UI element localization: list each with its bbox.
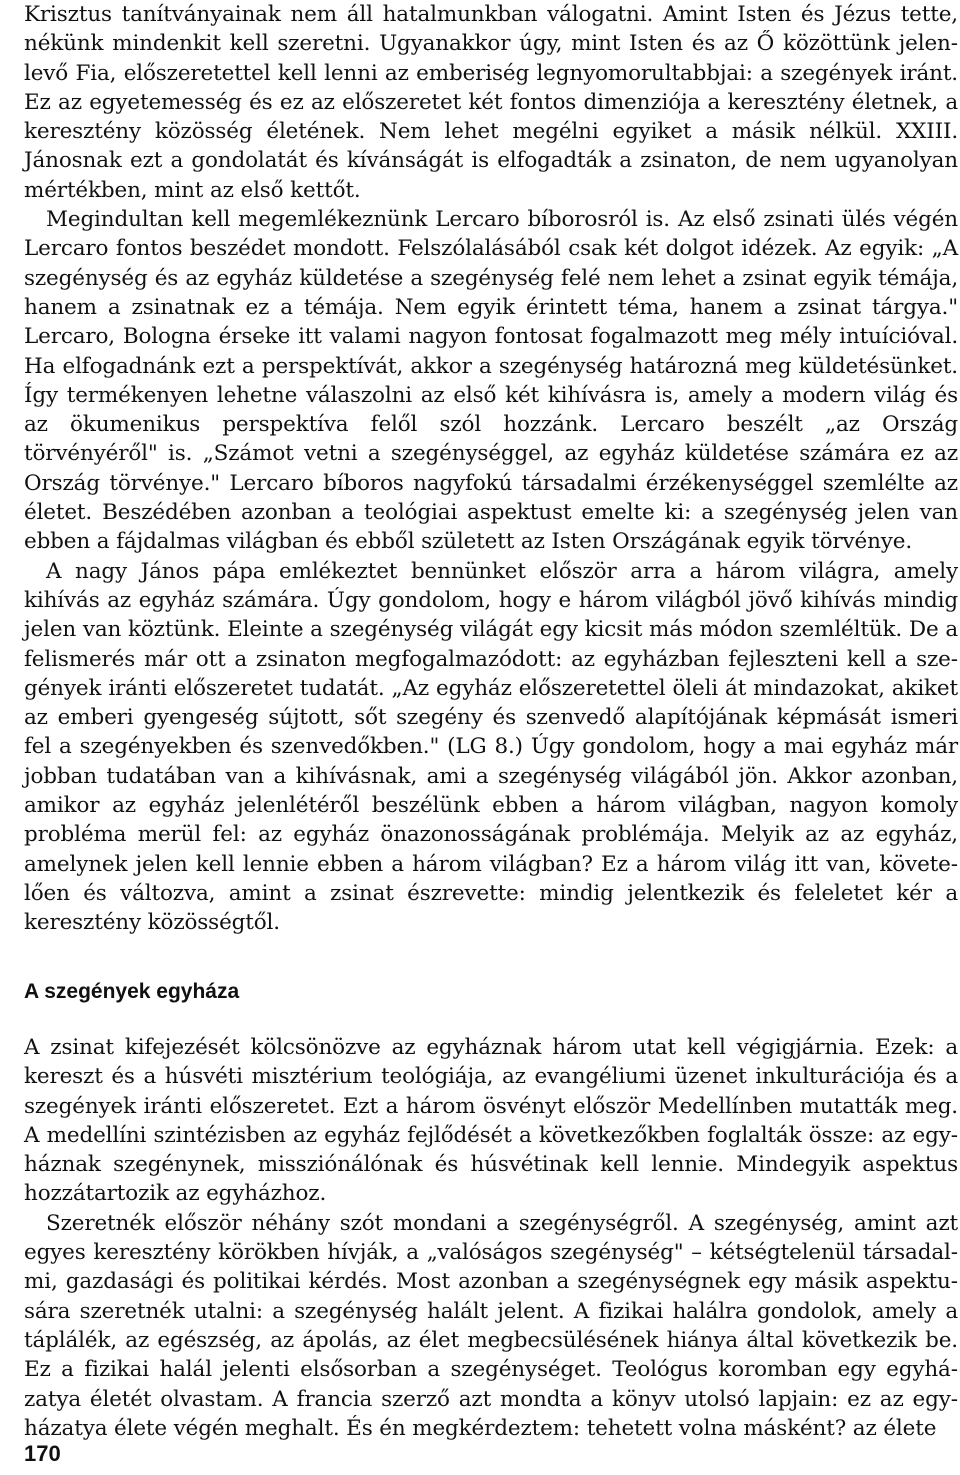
section-heading: A szegények egyháza (24, 980, 240, 1003)
paragraph-1: Krisztus tanítványainak nem áll hatalmunkban válogatni. Amint Isten és Jézus tette, nékünk mindenkit kell szeretni. Ugyanakkor úgy, mint Isten és az Ő közöttünk jelenlevő Fia, előszeretettel kell lenni az emberiség legnyomorultabbjai: a szegények iránt. Ez az egyetemesség és ez az előszeretet két fontos dimenziója a keresztény életnek, a keresztény közösség életének. Nem lehet megélni egyiket a másik nélkül. XXIII. Jánosnak ezt a gondolatát és kívánságát is elfogadták a zsinaton, de nem ugyanolyan mértékben, mint az első kettőt. (24, 2, 958, 203)
page-number: 170 (24, 1441, 61, 1466)
section-body (24, 1033, 958, 1443)
page-body (24, 0, 958, 938)
paragraph-2: Megindultan kell megemlékeznünk Lercaro bíborosról is. Az első zsinati ülés végén Lercaro fontos beszédet mondott. Felszólalásából csak két dolgot idézek. Az egyik: „A szegénység és az egyház küldetése a szegénység felé nem lehet a zsinat egyik témája, hanem a zsinatnak ez a témája. Nem egyik érintett téma, hanem a zsinat tárgya." Lercaro, Bologna érseke itt valami nagyon fontosat fogalmazott meg mély intuícióval. Ha elfogadnánk ezt a perspektívát, akkor a szegénység határozná meg küldetésünket. Így termékenyen lehetne válaszolni az első két kihívásra is, amely a modern világ és az ökumenikus perspektíva felől szól hozzánk. Lercaro beszélt „az Ország törvényéről" is. „Számot vetni a szegénységgel, az egyház küldetése számára ez az Ország törvénye." Lercaro bíboros nagyfokú társadalmi érzékenységgel szemlélte az életet. Beszédében azonban a teológiai aspektust emelte ki: a szegénység jelen van ebben a fájdalmas világban és ebből született az Isten Országának egyik törvénye. (24, 207, 958, 555)
section-paragraph-1: A zsinat kifejezését kölcsönözve az egyháznak három utat kell végigjárnia. Ezek: a kereszt és a húsvéti misztérium teológiája, az evangéliumi üzenet inkulturációja és a szegények iránti előszeretet. Ezt a három ösvényt először Medellínben mutatták meg. A medellíni szintézisben az egyház fejlődését a következőkben foglalták össze: az egyháznak szegénynek, missziónálónak és húsvétinak kell lennie. Mindegyik aspektus hozzátartozik az egyházhoz. (24, 1035, 958, 1207)
section-paragraph-2: Szeretnék először néhány szót mondani a szegénységről. A szegénység, amint azt egyes keresztény körökben hívják, a „valóságos szegénység" – kétségtelenül társadalmi, gazdasági és politikai kérdés. Most azonban a szegénységnek egy másik aspektusára szeretnék utalni: a szegénység halált jelent. A fizikai halálra gondolok, amely a táplálék, az egészség, az ápolás, az élet megbecsülésének hiánya által következik be. Ez a fizikai halál jelenti elsősorban a szegénységet. Teológus koromban egy egyházatya életét olvastam. A francia szerző azt mondta a könyv utolsó lapjain: ez az egyházatya élete végén meghalt. És én megkérdeztem: tehetett volna másként? az élete (24, 1210, 958, 1441)
paragraph-3: A nagy János pápa emlékeztet bennünket először arra a három világra, amely kihívás az egyház számára. Úgy gondolom, hogy e három világból jövő kihívás mindig jelen van köztünk. Eleinte a szegénység világát egy kicsit más módon szemléltük. De a felismerés már ott a zsinaton megfogalmazódott: az egyházban fejleszteni kell a szegények iránti előszeretet tudatát. „Az egyház előszeretettel öleli át mindazokat, akiket az emberi gyengeség sújtott, sőt szegény és szenvedő alapítójának képmását ismeri fel a szegényekben és szenvedőkben." (LG 8.) Úgy gondolom, hogy a mai egyház már jobban tudatában van a kihívásnak, ami a szegénység világából jön. Akkor azonban, amikor az egyház jelenlétéről beszélünk ebben a három világban, nagyon komoly probléma merül fel: az egyház önazonosságának problémája. Melyik az az egyház, amelynek jelen kell lennie ebben a három világban? Ez a három világ itt van, követelően és változva, amint a zsinat észrevette: mindig jelentkezik és feleletet kér a keresztény közösségtől. (24, 558, 958, 936)
